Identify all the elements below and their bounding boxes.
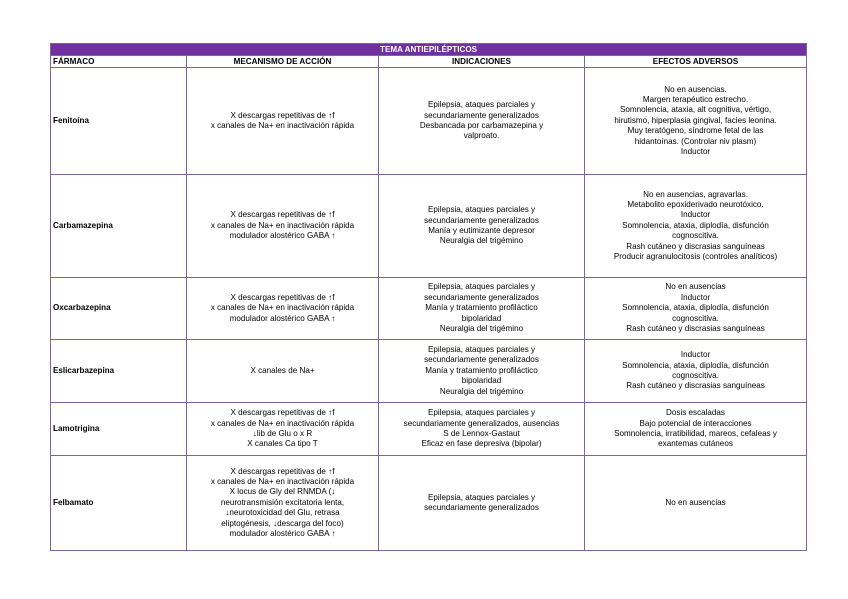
indications-line: Epilepsia, ataques parciales y bbox=[427, 408, 536, 418]
drug-name: Carbamazepina bbox=[51, 175, 187, 278]
indications-line: secundariamente generalizados, ausencias bbox=[403, 418, 560, 428]
mechanism-line: x canales de Na+ en inactivación rápida bbox=[210, 418, 355, 428]
adverse-line: Producir agranulocitosis (controles analíticos) bbox=[613, 252, 778, 262]
drug-name: Felbamato bbox=[51, 456, 187, 551]
mechanism-line: neurotransmisión excitatoria lenta, bbox=[220, 497, 345, 507]
drug-name: Eslicarbazepina bbox=[51, 340, 187, 403]
mechanism-cell bbox=[187, 278, 379, 340]
table-row bbox=[51, 278, 807, 340]
indications-cell bbox=[379, 340, 585, 403]
mechanism-line: x canales de Na+ en inactivación rápida bbox=[210, 121, 355, 130]
indications-line: Neuralgia del trigémino bbox=[439, 324, 524, 334]
header-row bbox=[51, 56, 807, 68]
adverse-cell bbox=[585, 456, 807, 551]
indications-line: Manía y tratamiento profiláctico bbox=[425, 365, 538, 375]
mechanism-line: X descargas repetitivas de ↑f bbox=[230, 292, 335, 302]
header-farmaco: FÁRMACO bbox=[51, 56, 187, 68]
indications-line: Epilepsia, ataques parciales y bbox=[427, 282, 536, 292]
mechanism-line: x canales de Na+ en inactivación rápida bbox=[210, 476, 355, 486]
drug-name: Lamotrigina bbox=[51, 403, 187, 456]
indications-line: secundariamente generalizados bbox=[424, 292, 539, 302]
table-row bbox=[51, 456, 807, 551]
adverse-line: Somnolencia, ataxia, diplodía, disfunción bbox=[622, 303, 769, 313]
adverse-line: No en ausencias, agravarlas. bbox=[643, 189, 748, 199]
adverse-cell bbox=[585, 278, 807, 340]
indications-line: Neuralgia del trigémino bbox=[439, 386, 524, 396]
adverse-line: Inductor bbox=[680, 350, 711, 360]
indications-cell bbox=[379, 175, 585, 278]
indications-line: Epilepsia, ataques parciales y bbox=[427, 492, 536, 502]
adverse-line: Rash cutáneo y discrasias sanguíneas bbox=[626, 324, 765, 334]
adverse-cell bbox=[585, 68, 807, 175]
indications-line: Epilepsia, ataques parciales y bbox=[427, 205, 536, 215]
mechanism-line: modulador alostérico GABA ↑ bbox=[229, 529, 336, 539]
mechanism-line: modulador alostérico GABA ↑ bbox=[229, 231, 336, 241]
adverse-line: Somnolencia, ataxia, alt cognitiva, vértigo, bbox=[619, 105, 772, 115]
adverse-line: Somnolencia, ataxia, diplodía, disfunción bbox=[622, 360, 769, 370]
header-mecanismo: MECANISMO DE ACCIÓN bbox=[187, 56, 379, 68]
mechanism-line: eliptogénesis, ↓descarga del foco) bbox=[221, 518, 344, 528]
mechanism-cell bbox=[187, 403, 379, 456]
antiepileptics-table bbox=[50, 43, 807, 551]
indications-line: Manía y tratamiento profiláctico bbox=[425, 303, 538, 313]
indications-cell bbox=[379, 403, 585, 456]
indications-line: secundariamente generalizados bbox=[424, 110, 539, 120]
adverse-line: Rash cutáneo y discrasias sanguíneas bbox=[626, 381, 765, 391]
adverse-line: No en ausencias. bbox=[664, 84, 727, 94]
adverse-line: cognoscitiva. bbox=[672, 313, 719, 323]
indications-line: Desbancada por carbamazepina y bbox=[419, 121, 544, 130]
indications-line: secundariamente generalizados bbox=[424, 215, 539, 225]
adverse-line: hidantoínas. (Controlar niv plasm) bbox=[634, 136, 757, 146]
mechanism-line: ↓neurotoxicidad del Glu, retrasa bbox=[225, 508, 340, 518]
indications-line: bipolaridad bbox=[461, 376, 502, 386]
adverse-line: Bajo potencial de interacciones bbox=[639, 418, 752, 428]
table-row bbox=[51, 340, 807, 403]
adverse-line: Muy teratógeno, síndrome fetal de las bbox=[627, 126, 764, 136]
indications-line: valproato. bbox=[463, 131, 500, 141]
indications-line: secundariamente generalizados bbox=[424, 503, 539, 512]
adverse-cell bbox=[585, 403, 807, 456]
mechanism-cell bbox=[187, 68, 379, 175]
mechanism-line: x canales de Na+ en inactivación rápida bbox=[210, 303, 355, 313]
table-row bbox=[51, 403, 807, 456]
table-row bbox=[51, 68, 807, 175]
indications-cell bbox=[379, 278, 585, 340]
drug-name: Fenitoína bbox=[51, 68, 187, 175]
indications-line: bipolaridad bbox=[461, 313, 502, 323]
indications-cell bbox=[379, 456, 585, 551]
adverse-line: Inductor bbox=[680, 292, 711, 302]
adverse-line: Metabolito epoxiderivado neurotóxico. bbox=[627, 199, 764, 209]
adverse-line: Dosis escaladas bbox=[666, 408, 725, 418]
mechanism-line: X descargas repetitivas de ↑f bbox=[230, 110, 335, 120]
header-efectos-adversos: EFECTOS ADVERSOS bbox=[585, 56, 807, 68]
adverse-line: Rash cutáneo y discrasias sanguíneas bbox=[626, 241, 765, 251]
adverse-line: Margen terapéutico estrecho. bbox=[642, 94, 749, 104]
indications-line: Epilepsia, ataques parciales y bbox=[427, 344, 536, 354]
adverse-cell bbox=[585, 175, 807, 278]
mechanism-line: X descargas repetitivas de ↑f bbox=[230, 408, 335, 418]
adverse-line: Inductor bbox=[680, 147, 711, 157]
adverse-line: No en ausencias bbox=[665, 282, 726, 292]
drug-name: Oxcarbazepina bbox=[51, 278, 187, 340]
adverse-line: No en ausencias bbox=[665, 497, 726, 507]
mechanism-line: modulador alostérico GABA ↑ bbox=[229, 313, 336, 323]
mechanism-cell bbox=[187, 175, 379, 278]
mechanism-line: x canales de Na+ en inactivación rápida bbox=[210, 220, 355, 230]
indications-line: Epilepsia, ataques parciales y bbox=[427, 100, 536, 110]
adverse-line: cognoscitiva. bbox=[672, 371, 719, 380]
indications-line: Manía y eutimizante depresor bbox=[428, 226, 535, 235]
adverse-line: exantemas cutáneos bbox=[658, 439, 733, 449]
mechanism-cell bbox=[187, 340, 379, 403]
adverse-line: Somnolencia, irratibilidad, mareos, cefaleas y bbox=[614, 429, 777, 438]
indications-line: Neuralgia del trigémino bbox=[439, 236, 524, 246]
adverse-line: Inductor bbox=[680, 210, 711, 220]
mechanism-line: ↓lib de Glu o x R bbox=[252, 429, 313, 438]
table-title: TEMA ANTIEPILÉPTICOS bbox=[51, 44, 807, 56]
title-row bbox=[51, 44, 807, 56]
indications-line: S de Lennox-Gastaut bbox=[443, 429, 520, 438]
adverse-line: hirutismo, hiperplasia gingival, facies leonina. bbox=[614, 115, 777, 125]
header-indicaciones: INDICACIONES bbox=[379, 56, 585, 68]
adverse-line: Somnolencia, ataxia, diplodía, disfunción bbox=[622, 220, 769, 230]
adverse-cell bbox=[585, 340, 807, 403]
mechanism-line: X canales Ca tipo T bbox=[247, 439, 318, 449]
adverse-line: cognoscitiva. bbox=[672, 231, 719, 241]
mechanism-line: X descargas repetitivas de ↑f bbox=[230, 210, 335, 220]
indications-cell bbox=[379, 68, 585, 175]
mechanism-line: X locus de Gly del RNMDA (↓ bbox=[229, 487, 336, 497]
mechanism-line: X canales de Na+ bbox=[250, 365, 315, 375]
indications-line: secundariamente generalizados bbox=[424, 355, 539, 365]
mechanism-cell bbox=[187, 456, 379, 551]
indications-line: Eficaz en fase depresiva (bipolar) bbox=[421, 439, 542, 449]
mechanism-line: X descargas repetitivas de ↑f bbox=[230, 466, 335, 476]
table-row bbox=[51, 175, 807, 278]
